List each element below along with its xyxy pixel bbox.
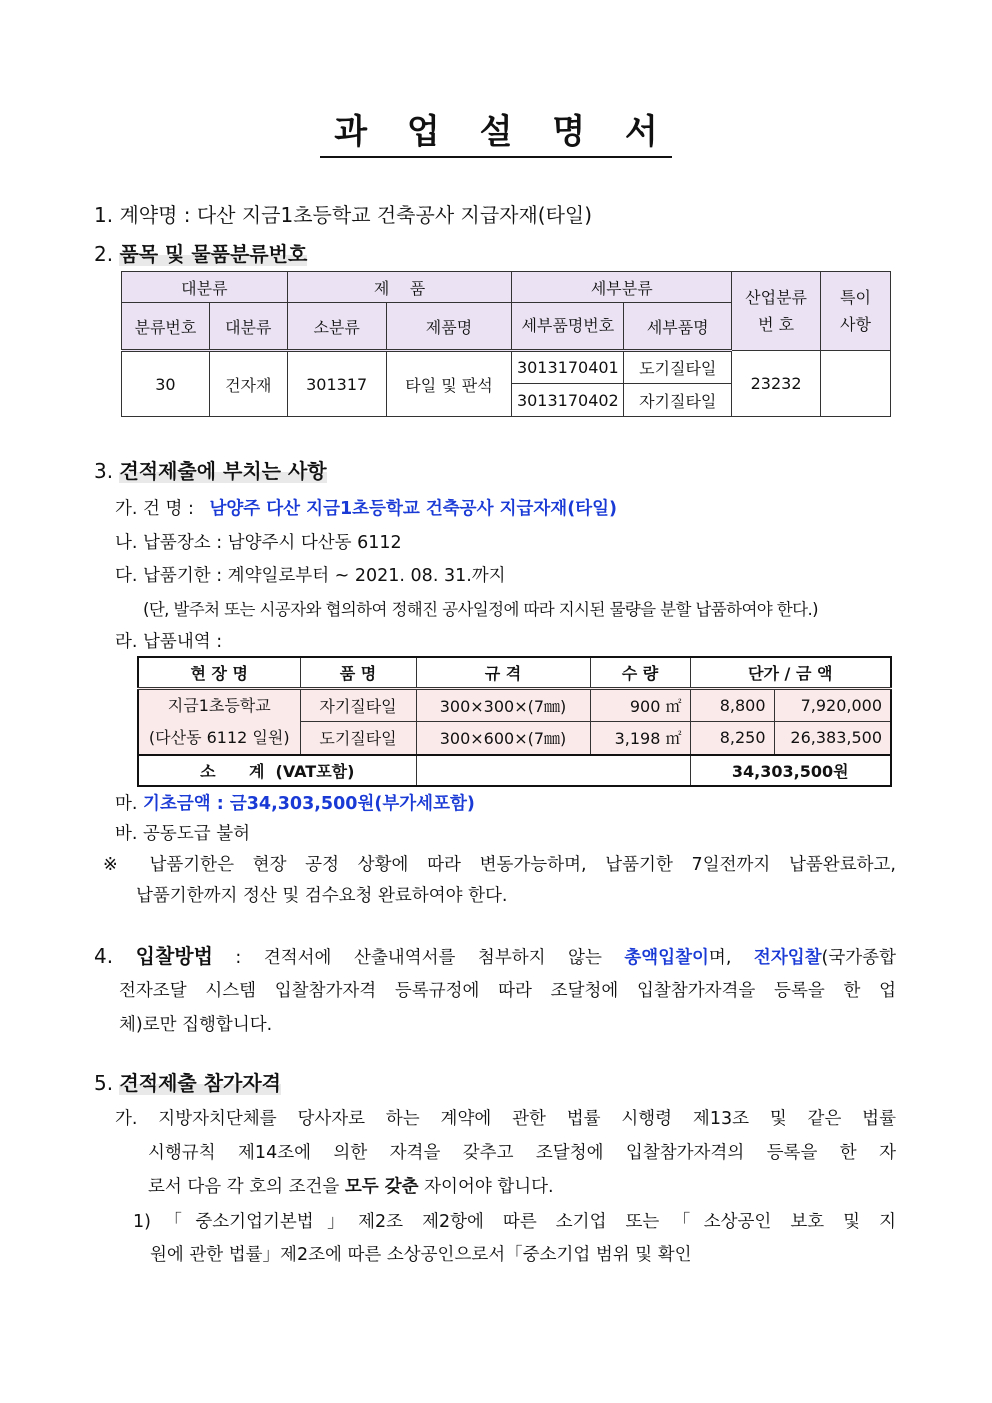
deadline-note: (단, 발주처 또는 시공자와 협의하여 정해진 공사일정에 따라 지시된 물량을 분할 납품하여야 한다.) xyxy=(143,600,818,619)
product-name: 타일 및 판석 xyxy=(386,351,512,417)
section-5-number: 5. xyxy=(94,1071,114,1095)
section-3-number: 3. xyxy=(94,459,114,483)
delivery-details-label: 라. 납품내역 : xyxy=(115,632,223,652)
item-name: 도기질타일 xyxy=(300,721,416,754)
qualification-item-1-line-2: 원에 관한 법률」제2조에 따른 소상공인으로서「중소기업 범위 및 확인 xyxy=(150,1245,692,1265)
bid-text-1: : 견적서에 산출내역서를 첨부하지 않는 xyxy=(212,948,625,968)
detail-code: 3013170402 xyxy=(512,384,624,417)
item-name: 자기질타일 xyxy=(300,688,416,721)
section-2 xyxy=(94,238,307,267)
class-code: 30 xyxy=(122,351,210,417)
section-2-heading: 품목 및 물품분류번호 xyxy=(119,242,308,266)
electronic-bid: 전자입찰 xyxy=(753,948,822,968)
item-amount: 7,920,000 xyxy=(774,688,891,721)
header-item: 품 명 xyxy=(300,657,416,688)
delivery-place: 나. 납품장소 : 남양주시 다산동 6112 xyxy=(115,533,402,553)
item-unit-price: 8,250 xyxy=(690,721,774,754)
header-detail-name: 세부품명 xyxy=(624,303,732,351)
item-amount: 26,383,500 xyxy=(774,721,891,754)
industry-code: 23232 xyxy=(732,351,821,417)
item-qty: 900 ㎡ xyxy=(590,688,690,721)
qualification-text-post: 자이어야 합니다. xyxy=(418,1177,554,1197)
classification-table xyxy=(121,271,891,417)
item-spec: 300×600×(7㎜) xyxy=(416,721,590,754)
site-cell xyxy=(138,688,300,755)
section-1-number: 1. xyxy=(94,203,114,227)
header-qty: 수 량 xyxy=(590,657,690,688)
item-unit-price: 8,800 xyxy=(690,688,774,721)
document-title-wrap xyxy=(0,108,992,158)
document-title: 과 업 설 명 서 xyxy=(320,108,672,158)
header-price: 단가 / 금 액 xyxy=(690,657,891,688)
header-detail-code: 세부품명번호 xyxy=(512,303,624,351)
table-row xyxy=(122,351,891,384)
section-5 xyxy=(94,1067,281,1096)
bid-text-2: 며, xyxy=(708,948,754,968)
header-large-class: 대분류 xyxy=(122,272,288,303)
base-amount-label: 마. xyxy=(115,794,138,814)
qualification-line-3 xyxy=(148,1173,554,1198)
note-cell xyxy=(821,351,891,417)
item-qty: 3,198 ㎡ xyxy=(590,721,690,754)
note-line-2: 납품기한까지 정산 및 검수요청 완료하여야 한다. xyxy=(136,886,508,906)
base-amount-value: 기초금액 : 금34,303,500원(부가세포함) xyxy=(143,794,475,814)
section-4-number: 4. xyxy=(94,944,114,968)
section-4-line-2: 전자조달 시스템 입찰참가자격 등록규정에 따라 조달청에 입찰참가자격을 등록을 한 업 xyxy=(119,981,896,1001)
section-4-heading: 입찰방법 xyxy=(135,944,213,968)
note-line-1: ※ 납품기한은 현장 공정 상황에 따라 변동가능하며, 납품기한 7일전까지 납품완료하고, xyxy=(103,855,896,875)
detail-name: 자기질타일 xyxy=(624,384,732,417)
section-3-heading: 견적제출에 부치는 사항 xyxy=(119,459,327,483)
header-detail-class: 세부분류 xyxy=(512,272,732,303)
section-1 xyxy=(94,199,592,228)
base-amount xyxy=(115,790,475,815)
contract-name: 계약명 : 다산 지금1초등학교 건축공사 지급자재(타일) xyxy=(119,203,593,227)
delivery-deadline: 다. 납품기한 : 계약일로부터 ~ 2021. 08. 31.까지 xyxy=(115,566,506,586)
subtotal-label: 소 계 (VAT포함) xyxy=(138,755,416,786)
header-small-class: 소분류 xyxy=(287,303,386,351)
qualification-text-pre: 로서 다음 각 호의 조건을 xyxy=(148,1177,345,1197)
subtotal-empty xyxy=(416,755,690,786)
bid-text-3: (국가종합 xyxy=(821,948,896,968)
subject-value: 남양주 다산 지금1초등학교 건축공사 지급자재(타일) xyxy=(209,499,617,519)
qualification-line-1: 가. 지방자치단체를 당사자로 하는 계약에 관한 법률 시행령 제13조 및 같은 법률 xyxy=(115,1109,896,1129)
section-4-line-1 xyxy=(94,940,896,969)
header-product: 제 품 xyxy=(287,272,512,303)
subtotal-row xyxy=(138,755,891,786)
header-product-name: 제품명 xyxy=(386,303,512,351)
section-3 xyxy=(94,455,327,484)
section-2-number: 2. xyxy=(94,242,114,266)
header-large-class-2: 대분류 xyxy=(209,303,287,351)
delivery-table xyxy=(137,656,892,787)
item-spec: 300×300×(7㎜) xyxy=(416,688,590,721)
detail-code: 3013170401 xyxy=(512,351,624,384)
header-spec: 규 격 xyxy=(416,657,590,688)
table-row xyxy=(138,688,891,721)
qualification-bold: 모두 갖춘 xyxy=(344,1177,419,1197)
subject-label: 가. 건 명 : xyxy=(115,499,194,519)
site-address: (다산동 6112 일원) xyxy=(148,727,290,747)
header-industry-code: 산업분류 번 호 xyxy=(732,272,821,351)
qualification-item-1-line-1: 1)「중소기업기본법」제2조 제2항에 따른 소기업 또는「소상공인 보호 및 지 xyxy=(133,1212,896,1232)
header-site: 현 장 명 xyxy=(138,657,300,688)
item-subject xyxy=(115,495,617,520)
header-note: 특이 사항 xyxy=(821,272,891,351)
section-5-heading: 견적제출 참가자격 xyxy=(119,1071,281,1095)
subtotal-value: 34,303,500원 xyxy=(690,755,891,786)
header-class-code: 분류번호 xyxy=(122,303,210,351)
section-4-line-3: 체)로만 집행합니다. xyxy=(119,1015,273,1035)
joint-contract: 바. 공동도급 불허 xyxy=(115,824,251,844)
large-class: 건자재 xyxy=(209,351,287,417)
qualification-line-2: 시행규칙 제14조에 의한 자격을 갖추고 조달청에 입찰참가자격의 등록을 한 자 xyxy=(148,1143,896,1163)
lump-sum-bid: 총액입찰이 xyxy=(624,948,709,968)
small-class: 301317 xyxy=(287,351,386,417)
detail-name: 도기질타일 xyxy=(624,351,732,384)
site-name: 지금1초등학교 xyxy=(167,695,271,715)
